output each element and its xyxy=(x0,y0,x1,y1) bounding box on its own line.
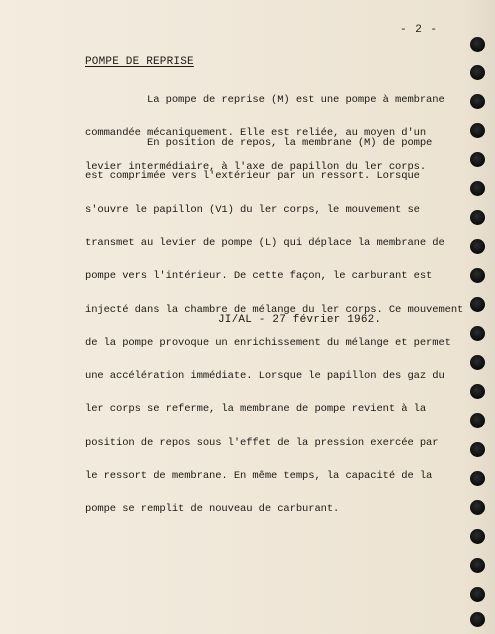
signature-date: JI/AL - 27 février 1962. xyxy=(218,314,382,326)
binder-hole xyxy=(470,297,485,312)
binder-hole xyxy=(470,442,485,457)
paragraph-line: de la pompe provoque un enrichissement du mélange et permet xyxy=(85,336,451,349)
binder-hole xyxy=(470,384,485,399)
binder-hole xyxy=(470,587,485,602)
section-heading: POMPE DE REPRISE xyxy=(85,56,194,68)
paragraph-line: injecté dans la chambre de mélange du ler corps. Ce mouvement xyxy=(85,303,464,316)
paragraph-line: pompe se remplit de nouveau de carburant. xyxy=(85,503,340,516)
binder-hole xyxy=(470,37,485,52)
paragraph-line: pompe vers l'intérieur. De cette façon, le carburant est xyxy=(85,270,433,283)
paragraph-line: ler corps se referme, la membrane de pompe revient à la xyxy=(85,403,427,416)
binder-hole xyxy=(470,355,485,370)
binder-hole xyxy=(470,210,485,225)
paragraph-line: levier intermédiaire, à l'axe de papillon du ler corps. xyxy=(85,160,427,173)
binder-hole xyxy=(470,471,485,486)
binder-hole xyxy=(470,326,485,341)
binder-hole xyxy=(470,65,485,80)
paragraph-line: est comprimée vers l'extérieur par un ressort. Lorsque xyxy=(85,170,420,183)
paragraph-line: s'ouvre le papillon (V1) du ler corps, le mouvement se xyxy=(85,203,420,216)
paragraph-line: La pompe de reprise (M) est une pompe à membrane xyxy=(85,94,445,107)
binder-hole xyxy=(470,612,485,627)
paragraph-line: En position de repos, la membrane (M) de pompe xyxy=(85,137,433,150)
binder-hole xyxy=(470,152,485,167)
binder-hole xyxy=(470,268,485,283)
binder-hole xyxy=(470,500,485,515)
binder-hole xyxy=(470,558,485,573)
binder-hole xyxy=(470,413,485,428)
binder-hole xyxy=(470,239,485,254)
binder-hole xyxy=(470,529,485,544)
paragraph-line: une accélération immédiate. Lorsque le papillon des gaz du xyxy=(85,370,445,383)
page-number: - 2 - xyxy=(400,24,439,36)
paragraph-line: le ressort de membrane. En même temps, la capacité de la xyxy=(85,470,433,482)
paragraph-2 xyxy=(85,116,463,538)
paragraph-line: commandée mécaniquement. Elle est reliée, au moyen d'un xyxy=(85,127,427,140)
binder-hole xyxy=(470,123,485,138)
paragraph-line: position de repos sous l'effet de la pression exercée par xyxy=(85,436,439,449)
binder-hole xyxy=(470,181,485,196)
binder-hole xyxy=(470,94,485,109)
paragraph-line: transmet au levier de pompe (L) qui déplace la membrane de xyxy=(85,237,445,250)
